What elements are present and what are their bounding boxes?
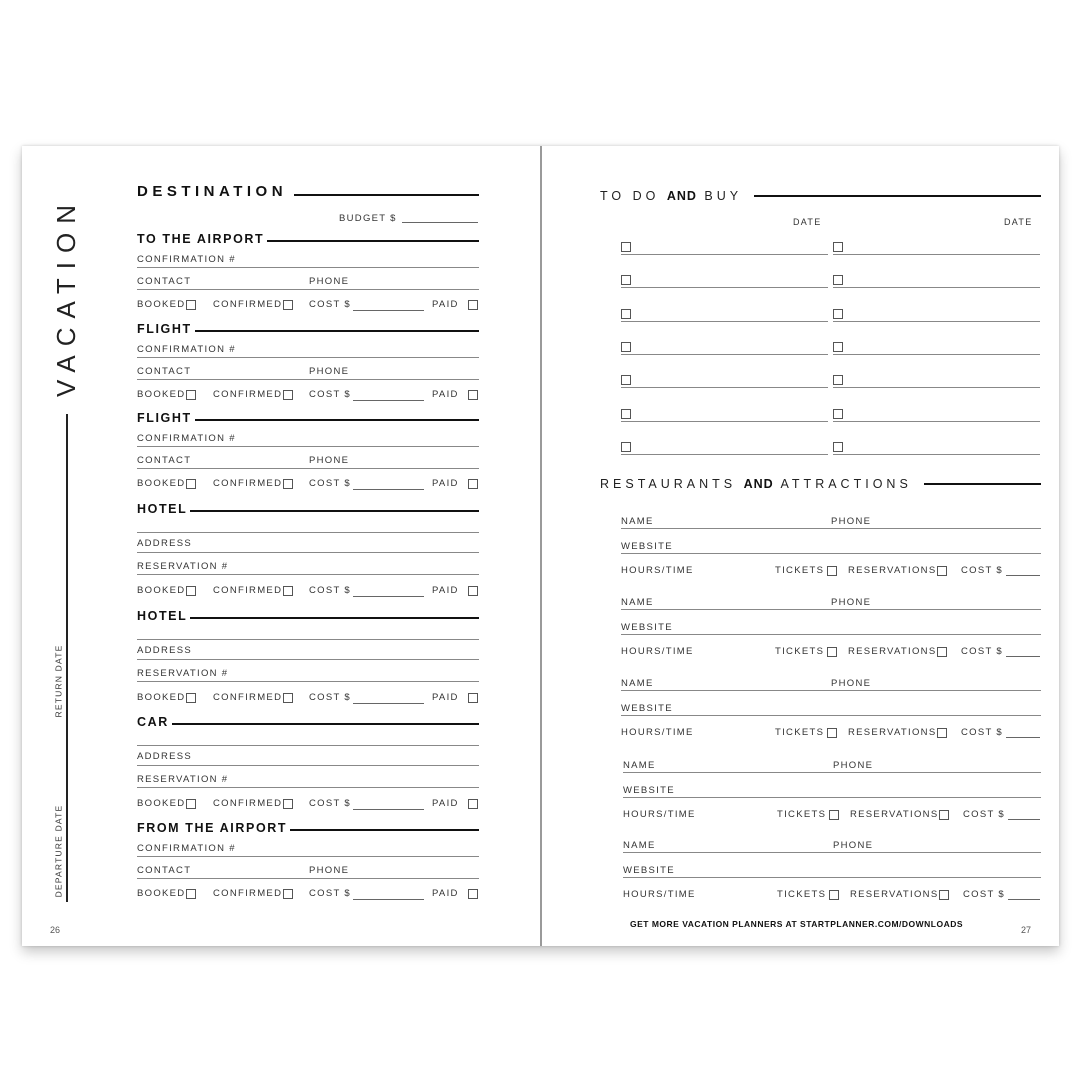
- reservations-checkbox[interactable]: [939, 890, 949, 900]
- booked-checkbox[interactable]: [186, 479, 196, 489]
- cost-label: COST $: [309, 798, 351, 809]
- booked-checkbox[interactable]: [186, 586, 196, 596]
- address-label: ADDRESS: [137, 645, 193, 656]
- todo-line[interactable]: [621, 454, 828, 455]
- confirmation-label: CONFIRMATION #: [137, 344, 236, 355]
- todo-line[interactable]: [833, 287, 1040, 288]
- entry-hours-label: HOURS/TIME: [623, 889, 696, 900]
- entry-website-line[interactable]: [621, 715, 1041, 716]
- booked-checkbox[interactable]: [186, 300, 196, 310]
- paid-label: PAID: [432, 798, 459, 809]
- section-heading-line: [290, 829, 479, 831]
- paid-checkbox[interactable]: [468, 889, 478, 899]
- reservations-checkbox[interactable]: [937, 728, 947, 738]
- todo-checkbox[interactable]: [833, 242, 843, 252]
- departure-date-label: DEPARTURE DATE: [53, 804, 63, 898]
- entry-cost-label: COST $: [963, 889, 1005, 900]
- reservation-line: [137, 787, 479, 788]
- contact-line: [137, 878, 479, 879]
- cost-label: COST $: [309, 478, 351, 489]
- footer-promo: GET MORE VACATION PLANNERS AT STARTPLANNER.COM/DOWNLOADS: [630, 919, 964, 929]
- todo-line[interactable]: [621, 321, 828, 322]
- page-number-right: 27: [1021, 925, 1032, 935]
- contact-line: [137, 289, 479, 290]
- entry-cost-line[interactable]: [1008, 899, 1040, 900]
- cost-input-line[interactable]: [353, 899, 424, 900]
- todo-line[interactable]: [621, 354, 828, 355]
- phone-label: PHONE: [309, 455, 350, 466]
- confirmation-line: [137, 267, 479, 268]
- vertical-title-text: VACATION: [51, 195, 82, 397]
- entry-cost-label: COST $: [961, 565, 1003, 576]
- confirmed-label: CONFIRMED: [213, 692, 283, 703]
- entry-name-label: NAME: [621, 597, 654, 608]
- booked-label: BOOKED: [137, 692, 186, 703]
- left-page: [22, 146, 540, 946]
- return-date-field: [48, 636, 68, 726]
- confirmed-label: CONFIRMED: [213, 389, 283, 400]
- section-heading-line: [190, 510, 479, 512]
- cost-label: COST $: [309, 585, 351, 596]
- section-heading: FLIGHT: [137, 411, 192, 425]
- section-heading: HOTEL: [137, 609, 188, 623]
- contact-label: CONTACT: [137, 366, 192, 377]
- contact-label: CONTACT: [137, 276, 192, 287]
- confirmed-label: CONFIRMED: [213, 585, 283, 596]
- tickets-checkbox[interactable]: [827, 566, 837, 576]
- cost-label: COST $: [309, 389, 351, 400]
- restaurants-header-line: [924, 483, 1041, 485]
- todo-header-line: [754, 195, 1041, 197]
- booked-checkbox[interactable]: [186, 799, 196, 809]
- entry-phone-label: PHONE: [833, 760, 874, 771]
- entry-website-label: WEBSITE: [621, 703, 673, 714]
- cost-input-line[interactable]: [353, 400, 424, 401]
- entry-reservations-label: RESERVATIONS: [848, 646, 937, 657]
- entry-phone-label: PHONE: [831, 516, 872, 527]
- restaurants-header: [600, 477, 912, 491]
- booked-checkbox[interactable]: [186, 693, 196, 703]
- todo-header-part1: TO DO: [600, 189, 660, 203]
- booked-checkbox[interactable]: [186, 889, 196, 899]
- cost-label: COST $: [309, 299, 351, 310]
- todo-line[interactable]: [833, 421, 1040, 422]
- destination-label: DESTINATION: [137, 183, 288, 200]
- restaurants-header-and: AND: [743, 477, 774, 491]
- confirmed-checkbox[interactable]: [283, 300, 293, 310]
- entry-reservations-label: RESERVATIONS: [848, 565, 937, 576]
- entry-hours-label: HOURS/TIME: [623, 809, 696, 820]
- entry-name-line[interactable]: [621, 528, 1041, 529]
- confirmation-line: [137, 357, 479, 358]
- section-heading: HOTEL: [137, 502, 188, 516]
- entry-website-line[interactable]: [623, 797, 1041, 798]
- section-heading-line: [195, 419, 479, 421]
- confirmed-checkbox[interactable]: [283, 693, 293, 703]
- address-line: [137, 552, 479, 553]
- confirmation-line: [137, 856, 479, 857]
- booked-label: BOOKED: [137, 389, 186, 400]
- entry-name-label: NAME: [621, 678, 654, 689]
- confirmation-label: CONFIRMATION #: [137, 843, 236, 854]
- reservation-line: [137, 574, 479, 575]
- booked-label: BOOKED: [137, 798, 186, 809]
- booked-label: BOOKED: [137, 585, 186, 596]
- paid-label: PAID: [432, 585, 459, 596]
- reservations-checkbox[interactable]: [937, 566, 947, 576]
- todo-checkbox[interactable]: [621, 275, 631, 285]
- paid-label: PAID: [432, 692, 459, 703]
- phone-label: PHONE: [309, 366, 350, 377]
- section-heading-line: [267, 240, 479, 242]
- todo-checkbox[interactable]: [621, 375, 631, 385]
- todo-line[interactable]: [833, 254, 1040, 255]
- todo-checkbox[interactable]: [621, 409, 631, 419]
- entry-website-line[interactable]: [623, 877, 1041, 878]
- departure-date-field: [48, 801, 68, 901]
- reservations-checkbox[interactable]: [939, 810, 949, 820]
- section-heading: TO THE AIRPORT: [137, 232, 265, 246]
- entry-name-line[interactable]: [621, 609, 1041, 610]
- paid-label: PAID: [432, 389, 459, 400]
- cost-input-line[interactable]: [353, 310, 424, 311]
- confirmation-line: [137, 446, 479, 447]
- todo-date-label-1: DATE: [793, 217, 822, 227]
- cost-input-line[interactable]: [353, 489, 424, 490]
- address-label: ADDRESS: [137, 751, 193, 762]
- tickets-checkbox[interactable]: [827, 728, 837, 738]
- paid-label: PAID: [432, 888, 459, 899]
- todo-line[interactable]: [621, 287, 828, 288]
- confirmation-label: CONFIRMATION #: [137, 433, 236, 444]
- todo-checkbox[interactable]: [621, 442, 631, 452]
- name-line: [137, 532, 479, 533]
- entry-tickets-label: TICKETS: [777, 809, 827, 820]
- entry-website-label: WEBSITE: [621, 622, 673, 633]
- entry-name-label: NAME: [623, 840, 656, 851]
- entry-name-label: NAME: [621, 516, 654, 527]
- confirmed-label: CONFIRMED: [213, 299, 283, 310]
- tickets-checkbox[interactable]: [829, 810, 839, 820]
- cost-input-line[interactable]: [353, 596, 424, 597]
- paid-checkbox[interactable]: [468, 390, 478, 400]
- cost-input-line[interactable]: [353, 809, 424, 810]
- entry-hours-label: HOURS/TIME: [621, 565, 694, 576]
- planner-spread: [22, 146, 1059, 946]
- entry-tickets-label: TICKETS: [775, 646, 825, 657]
- entry-website-label: WEBSITE: [621, 541, 673, 552]
- reservation-label: RESERVATION #: [137, 561, 229, 572]
- paid-checkbox[interactable]: [468, 300, 478, 310]
- entry-name-line[interactable]: [621, 690, 1041, 691]
- entry-phone-label: PHONE: [833, 840, 874, 851]
- entry-cost-label: COST $: [963, 809, 1005, 820]
- entry-cost-line[interactable]: [1006, 575, 1040, 576]
- right-page: [542, 146, 1059, 946]
- todo-line[interactable]: [833, 321, 1040, 322]
- entry-name-line[interactable]: [623, 852, 1041, 853]
- paid-checkbox[interactable]: [468, 799, 478, 809]
- reservation-line: [137, 681, 479, 682]
- budget-line: [402, 222, 478, 223]
- address-line: [137, 659, 479, 660]
- entry-phone-label: PHONE: [831, 678, 872, 689]
- entry-hours-label: HOURS/TIME: [621, 646, 694, 657]
- reservation-label: RESERVATION #: [137, 668, 229, 679]
- todo-line[interactable]: [621, 387, 828, 388]
- tickets-checkbox[interactable]: [827, 647, 837, 657]
- todo-line[interactable]: [833, 454, 1040, 455]
- todo-checkbox[interactable]: [833, 275, 843, 285]
- tickets-checkbox[interactable]: [829, 890, 839, 900]
- booked-label: BOOKED: [137, 299, 186, 310]
- section-heading-line: [172, 723, 479, 725]
- confirmation-label: CONFIRMATION #: [137, 254, 236, 265]
- confirmed-label: CONFIRMED: [213, 888, 283, 899]
- entry-reservations-label: RESERVATIONS: [848, 727, 937, 738]
- section-heading: FLIGHT: [137, 322, 192, 336]
- entry-website-line[interactable]: [621, 553, 1041, 554]
- destination-line: [294, 194, 479, 196]
- phone-label: PHONE: [309, 865, 350, 876]
- reservation-label: RESERVATION #: [137, 774, 229, 785]
- return-date-label: RETURN DATE: [53, 644, 64, 718]
- paid-label: PAID: [432, 478, 459, 489]
- booked-label: BOOKED: [137, 478, 186, 489]
- entry-hours-label: HOURS/TIME: [621, 727, 694, 738]
- todo-checkbox[interactable]: [833, 375, 843, 385]
- paid-checkbox[interactable]: [468, 479, 478, 489]
- todo-checkbox[interactable]: [833, 309, 843, 319]
- paid-checkbox[interactable]: [468, 586, 478, 596]
- address-label: ADDRESS: [137, 538, 193, 549]
- todo-checkbox[interactable]: [621, 242, 631, 252]
- cost-label: COST $: [309, 888, 351, 899]
- entry-tickets-label: TICKETS: [775, 727, 825, 738]
- todo-header-and: AND: [666, 189, 697, 203]
- confirmed-checkbox[interactable]: [283, 390, 293, 400]
- todo-line[interactable]: [621, 254, 828, 255]
- entry-tickets-label: TICKETS: [777, 889, 827, 900]
- confirmed-checkbox[interactable]: [283, 586, 293, 596]
- confirmed-checkbox[interactable]: [283, 889, 293, 899]
- todo-checkbox[interactable]: [833, 342, 843, 352]
- paid-checkbox[interactable]: [468, 693, 478, 703]
- todo-line[interactable]: [621, 421, 828, 422]
- page-number-left: 26: [50, 925, 61, 935]
- entry-name-label: NAME: [623, 760, 656, 771]
- section-heading-line: [190, 617, 479, 619]
- confirmed-checkbox[interactable]: [283, 479, 293, 489]
- section-heading: CAR: [137, 715, 169, 729]
- entry-cost-line[interactable]: [1006, 737, 1040, 738]
- reservations-checkbox[interactable]: [937, 647, 947, 657]
- entry-tickets-label: TICKETS: [775, 565, 825, 576]
- cost-label: COST $: [309, 692, 351, 703]
- entry-website-label: WEBSITE: [623, 785, 675, 796]
- todo-date-label-2: DATE: [1004, 217, 1033, 227]
- booked-label: BOOKED: [137, 888, 186, 899]
- entry-reservations-label: RESERVATIONS: [850, 889, 939, 900]
- vertical-title: [52, 186, 82, 406]
- name-line: [137, 745, 479, 746]
- todo-header: [600, 189, 742, 203]
- entry-phone-label: PHONE: [831, 597, 872, 608]
- section-heading: FROM THE AIRPORT: [137, 821, 288, 835]
- contact-line: [137, 379, 479, 380]
- entry-cost-label: COST $: [961, 727, 1003, 738]
- todo-line[interactable]: [833, 354, 1040, 355]
- todo-checkbox[interactable]: [833, 442, 843, 452]
- todo-checkbox[interactable]: [621, 309, 631, 319]
- todo-checkbox[interactable]: [621, 342, 631, 352]
- entry-cost-line[interactable]: [1006, 656, 1040, 657]
- todo-checkbox[interactable]: [833, 409, 843, 419]
- restaurants-header-part1: RESTAURANTS: [600, 477, 737, 491]
- entry-website-line[interactable]: [621, 634, 1041, 635]
- section-heading-line: [195, 330, 479, 332]
- entry-cost-line[interactable]: [1008, 819, 1040, 820]
- entry-reservations-label: RESERVATIONS: [850, 809, 939, 820]
- contact-label: CONTACT: [137, 865, 192, 876]
- paid-label: PAID: [432, 299, 459, 310]
- confirmed-checkbox[interactable]: [283, 799, 293, 809]
- entry-name-line[interactable]: [623, 772, 1041, 773]
- phone-label: PHONE: [309, 276, 350, 287]
- contact-line: [137, 468, 479, 469]
- cost-input-line[interactable]: [353, 703, 424, 704]
- budget-label: BUDGET $: [339, 213, 397, 224]
- confirmed-label: CONFIRMED: [213, 478, 283, 489]
- restaurants-header-part2: ATTRACTIONS: [780, 477, 912, 491]
- confirmed-label: CONFIRMED: [213, 798, 283, 809]
- entry-cost-label: COST $: [961, 646, 1003, 657]
- todo-line[interactable]: [833, 387, 1040, 388]
- booked-checkbox[interactable]: [186, 390, 196, 400]
- entry-website-label: WEBSITE: [623, 865, 675, 876]
- todo-header-part2: BUY: [704, 189, 743, 203]
- address-line: [137, 765, 479, 766]
- name-line: [137, 639, 479, 640]
- contact-label: CONTACT: [137, 455, 192, 466]
